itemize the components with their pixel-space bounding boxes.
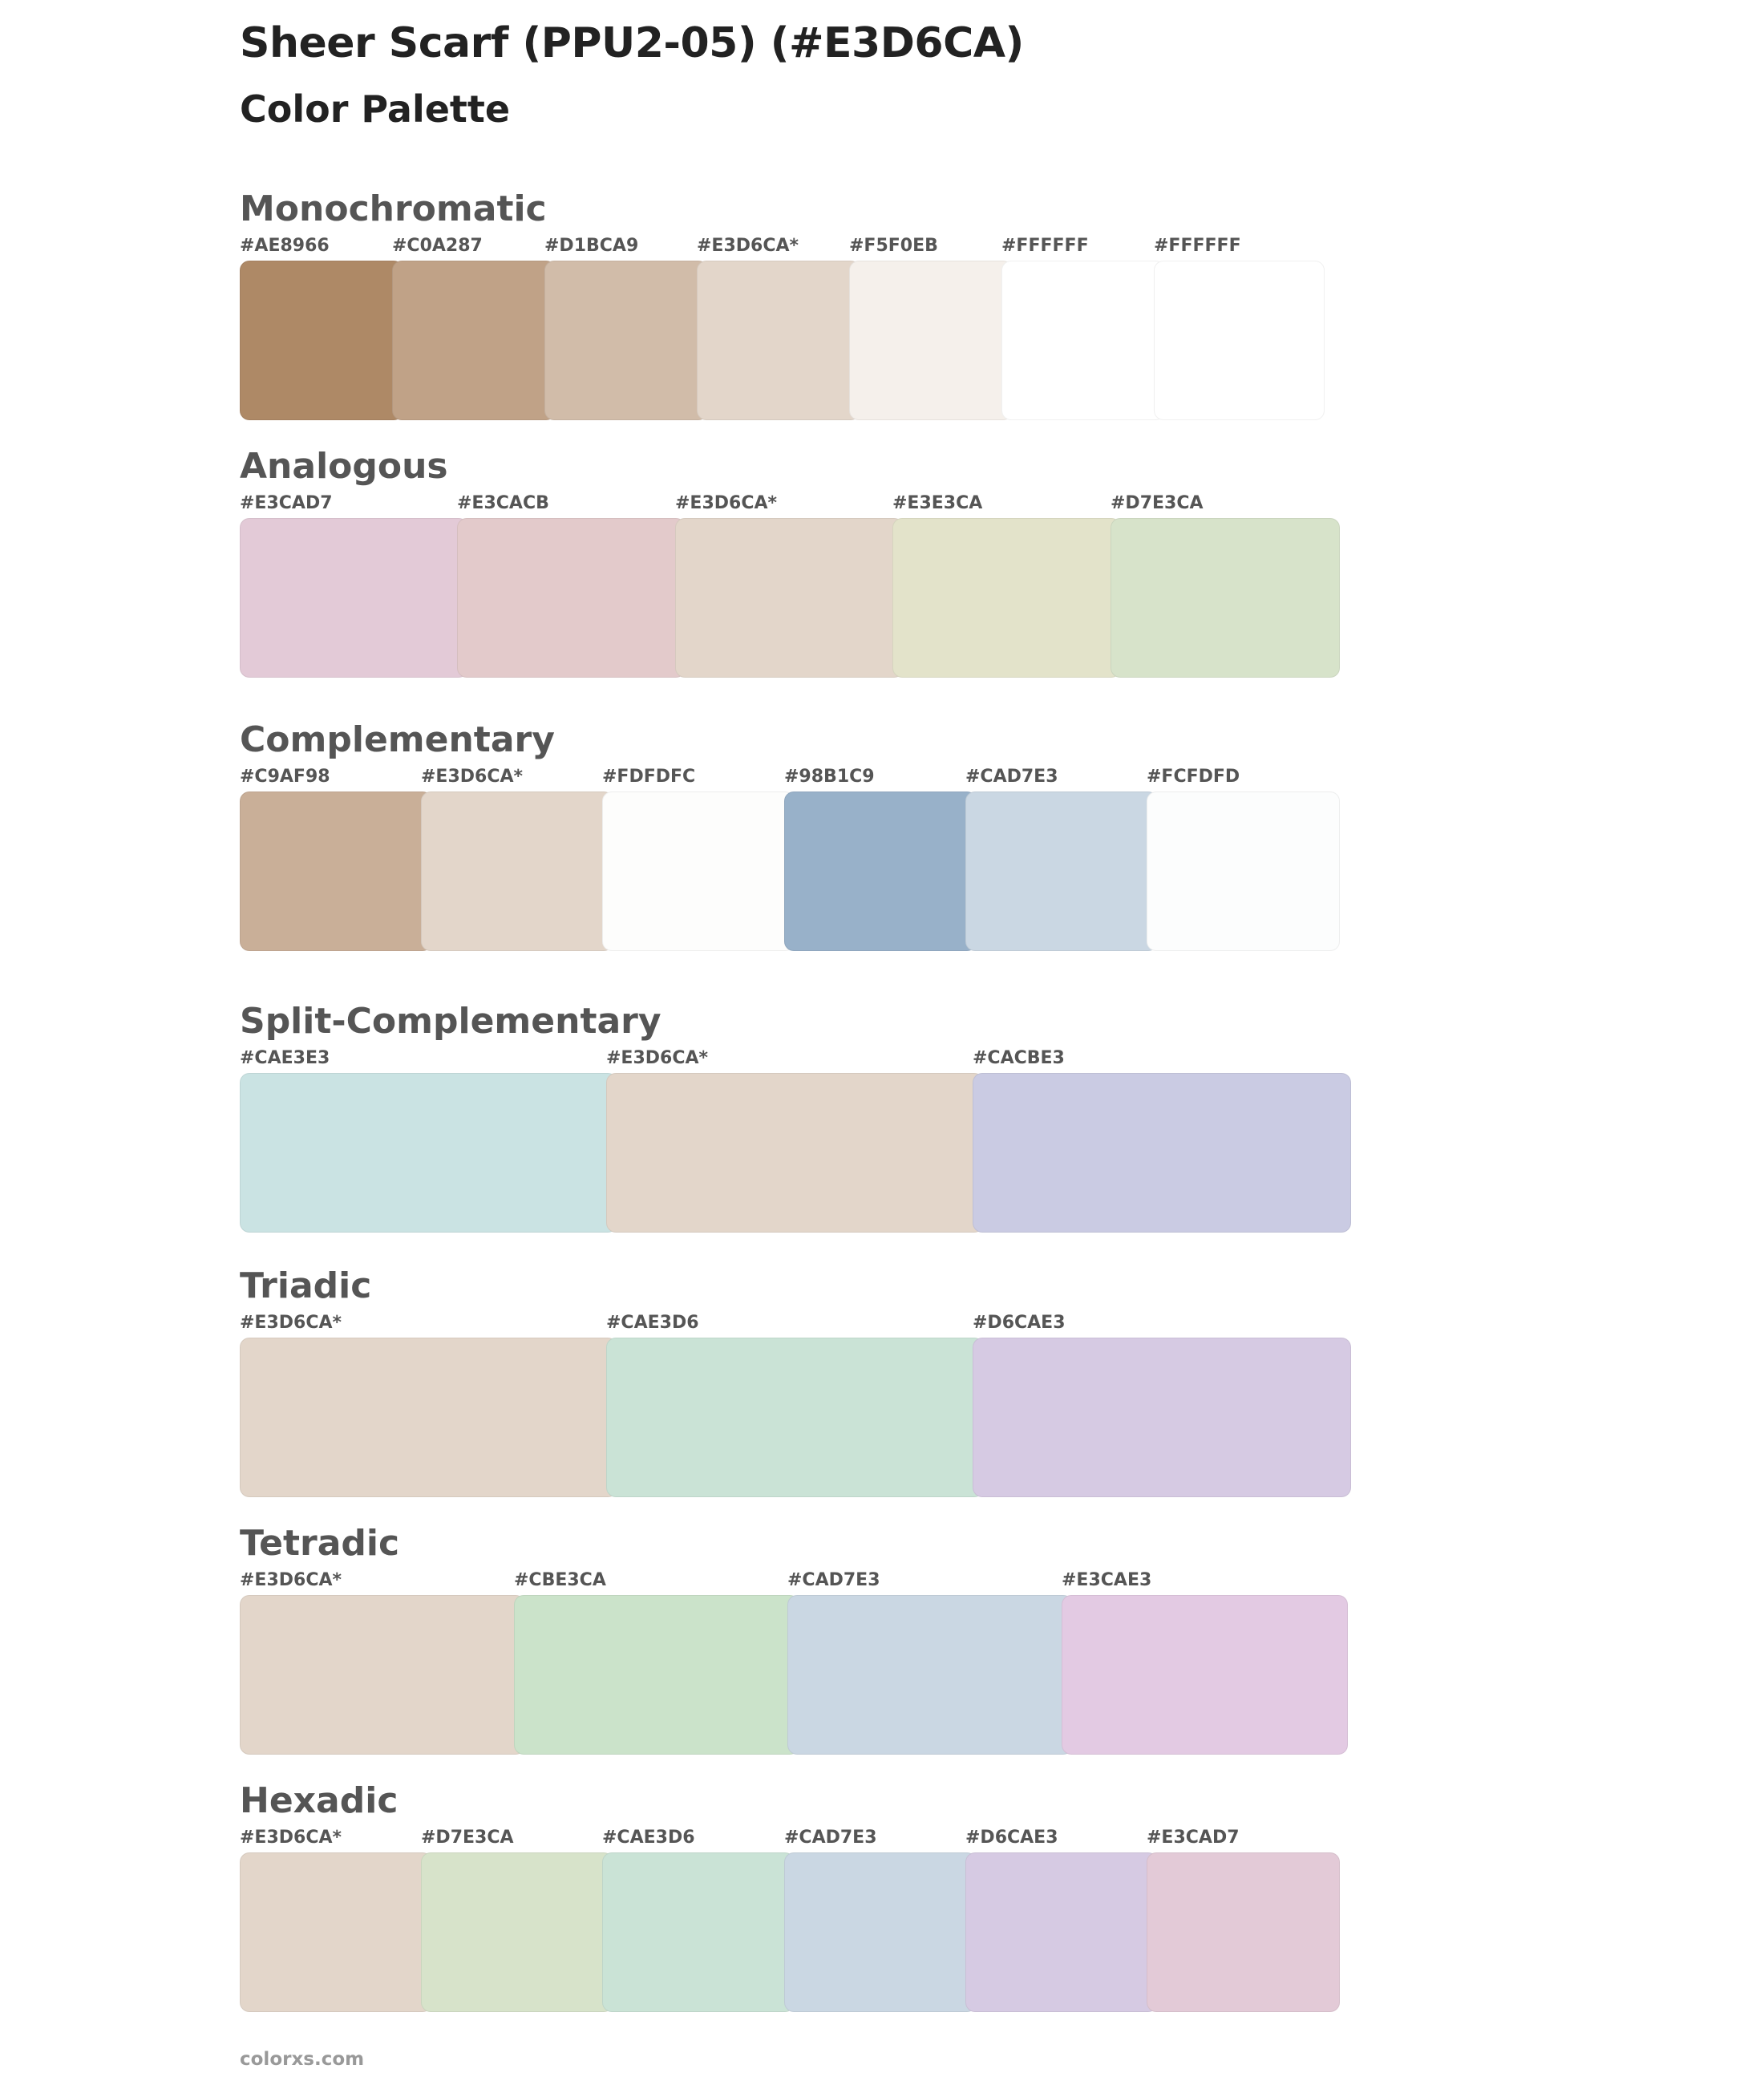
hex-label: #E3CAE3 [1062, 1570, 1152, 1590]
hex-label: #C0A287 [392, 236, 483, 256]
color-swatch[interactable] [1147, 791, 1340, 951]
hex-label: #FCFDFD [1147, 767, 1240, 787]
hex-label: #E3D6CA* [240, 1828, 342, 1848]
color-swatch[interactable] [457, 518, 686, 678]
section-title: Monochromatic [240, 188, 547, 229]
color-swatch[interactable] [1001, 261, 1165, 420]
hex-label: #CAD7E3 [784, 1828, 877, 1848]
color-swatch[interactable] [973, 1338, 1351, 1497]
hex-label: #D6CAE3 [973, 1313, 1066, 1333]
hex-label: #E3CACB [457, 493, 549, 513]
section-title: Split-Complementary [240, 1001, 662, 1042]
page-subtitle: Color Palette [240, 87, 511, 131]
hex-label: #E3D6CA* [421, 767, 524, 787]
color-swatch[interactable] [544, 261, 708, 420]
hex-label: #E3D6CA* [697, 236, 799, 256]
color-swatch[interactable] [697, 261, 860, 420]
hex-label: #E3D6CA* [240, 1570, 342, 1590]
color-swatch[interactable] [240, 1595, 525, 1755]
hex-label: #FFFFFF [1001, 236, 1089, 256]
hex-label: #E3D6CA* [606, 1048, 709, 1068]
hex-label: #D6CAE3 [965, 1828, 1058, 1848]
hex-label: #CAE3D6 [606, 1313, 699, 1333]
section-title: Triadic [240, 1265, 372, 1306]
color-swatch[interactable] [965, 791, 1158, 951]
color-swatch[interactable] [1062, 1595, 1348, 1755]
color-swatch[interactable] [240, 1852, 432, 2012]
page-title: Sheer Scarf (PPU2-05) (#E3D6CA) [240, 19, 1024, 67]
hex-label: #E3D6CA* [240, 1313, 342, 1333]
color-swatch[interactable] [1154, 261, 1325, 420]
palette-section-hexadic [240, 1781, 1340, 2014]
hex-label: #CBE3CA [514, 1570, 606, 1590]
palette-section-tetradic [240, 1524, 1347, 1756]
color-swatch[interactable] [1147, 1852, 1340, 2012]
palette-section-triadic [240, 1266, 1351, 1499]
hex-label: #AE8966 [240, 236, 330, 256]
color-swatch[interactable] [849, 261, 1013, 420]
hex-label: #E3D6CA* [675, 493, 778, 513]
color-swatch[interactable] [240, 1338, 617, 1497]
hex-label: #98B1C9 [784, 767, 875, 787]
hex-label: #CAE3D6 [602, 1828, 695, 1848]
color-swatch[interactable] [675, 518, 904, 678]
color-swatch[interactable] [784, 791, 977, 951]
color-swatch[interactable] [514, 1595, 799, 1755]
palette-section-analogous [240, 447, 1340, 679]
hex-label: #FDFDFC [602, 767, 696, 787]
color-swatch[interactable] [240, 791, 432, 951]
color-swatch[interactable] [602, 1852, 795, 2012]
hex-label: #CAE3E3 [240, 1048, 330, 1068]
color-swatch[interactable] [421, 1852, 613, 2012]
section-title: Complementary [240, 719, 555, 760]
hex-label: #F5F0EB [849, 236, 938, 256]
color-swatch[interactable] [784, 1852, 977, 2012]
color-swatch[interactable] [421, 791, 613, 951]
color-swatch[interactable] [240, 1073, 617, 1233]
hex-label: #D7E3CA [421, 1828, 514, 1848]
color-swatch[interactable] [892, 518, 1121, 678]
palette-section-complementary [240, 720, 1340, 953]
color-swatch[interactable] [965, 1852, 1158, 2012]
hex-label: #D1BCA9 [544, 236, 639, 256]
color-swatch[interactable] [606, 1073, 984, 1233]
hex-label: #C9AF98 [240, 767, 330, 787]
palette-section-monochromatic [240, 189, 1325, 422]
color-swatch[interactable] [240, 518, 468, 678]
hex-label: #CACBE3 [973, 1048, 1065, 1068]
footer-site-link[interactable]: colorxs.com [240, 2049, 365, 2070]
hex-label: #E3E3CA [892, 493, 983, 513]
hex-label: #CAD7E3 [965, 767, 1058, 787]
hex-label: #FFFFFF [1154, 236, 1241, 256]
color-swatch[interactable] [1111, 518, 1340, 678]
color-swatch[interactable] [973, 1073, 1351, 1233]
hex-label: #E3CAD7 [1147, 1828, 1240, 1848]
section-title: Analogous [240, 446, 448, 487]
hex-label: #CAD7E3 [787, 1570, 880, 1590]
section-title: Hexadic [240, 1780, 399, 1821]
color-swatch[interactable] [240, 261, 403, 420]
color-swatch[interactable] [602, 791, 795, 951]
hex-label: #E3CAD7 [240, 493, 333, 513]
palette-section-split-complementary [240, 1002, 1351, 1234]
hex-label: #D7E3CA [1111, 493, 1204, 513]
section-title: Tetradic [240, 1523, 400, 1564]
color-swatch[interactable] [392, 261, 556, 420]
color-swatch[interactable] [787, 1595, 1073, 1755]
color-swatch[interactable] [606, 1338, 984, 1497]
